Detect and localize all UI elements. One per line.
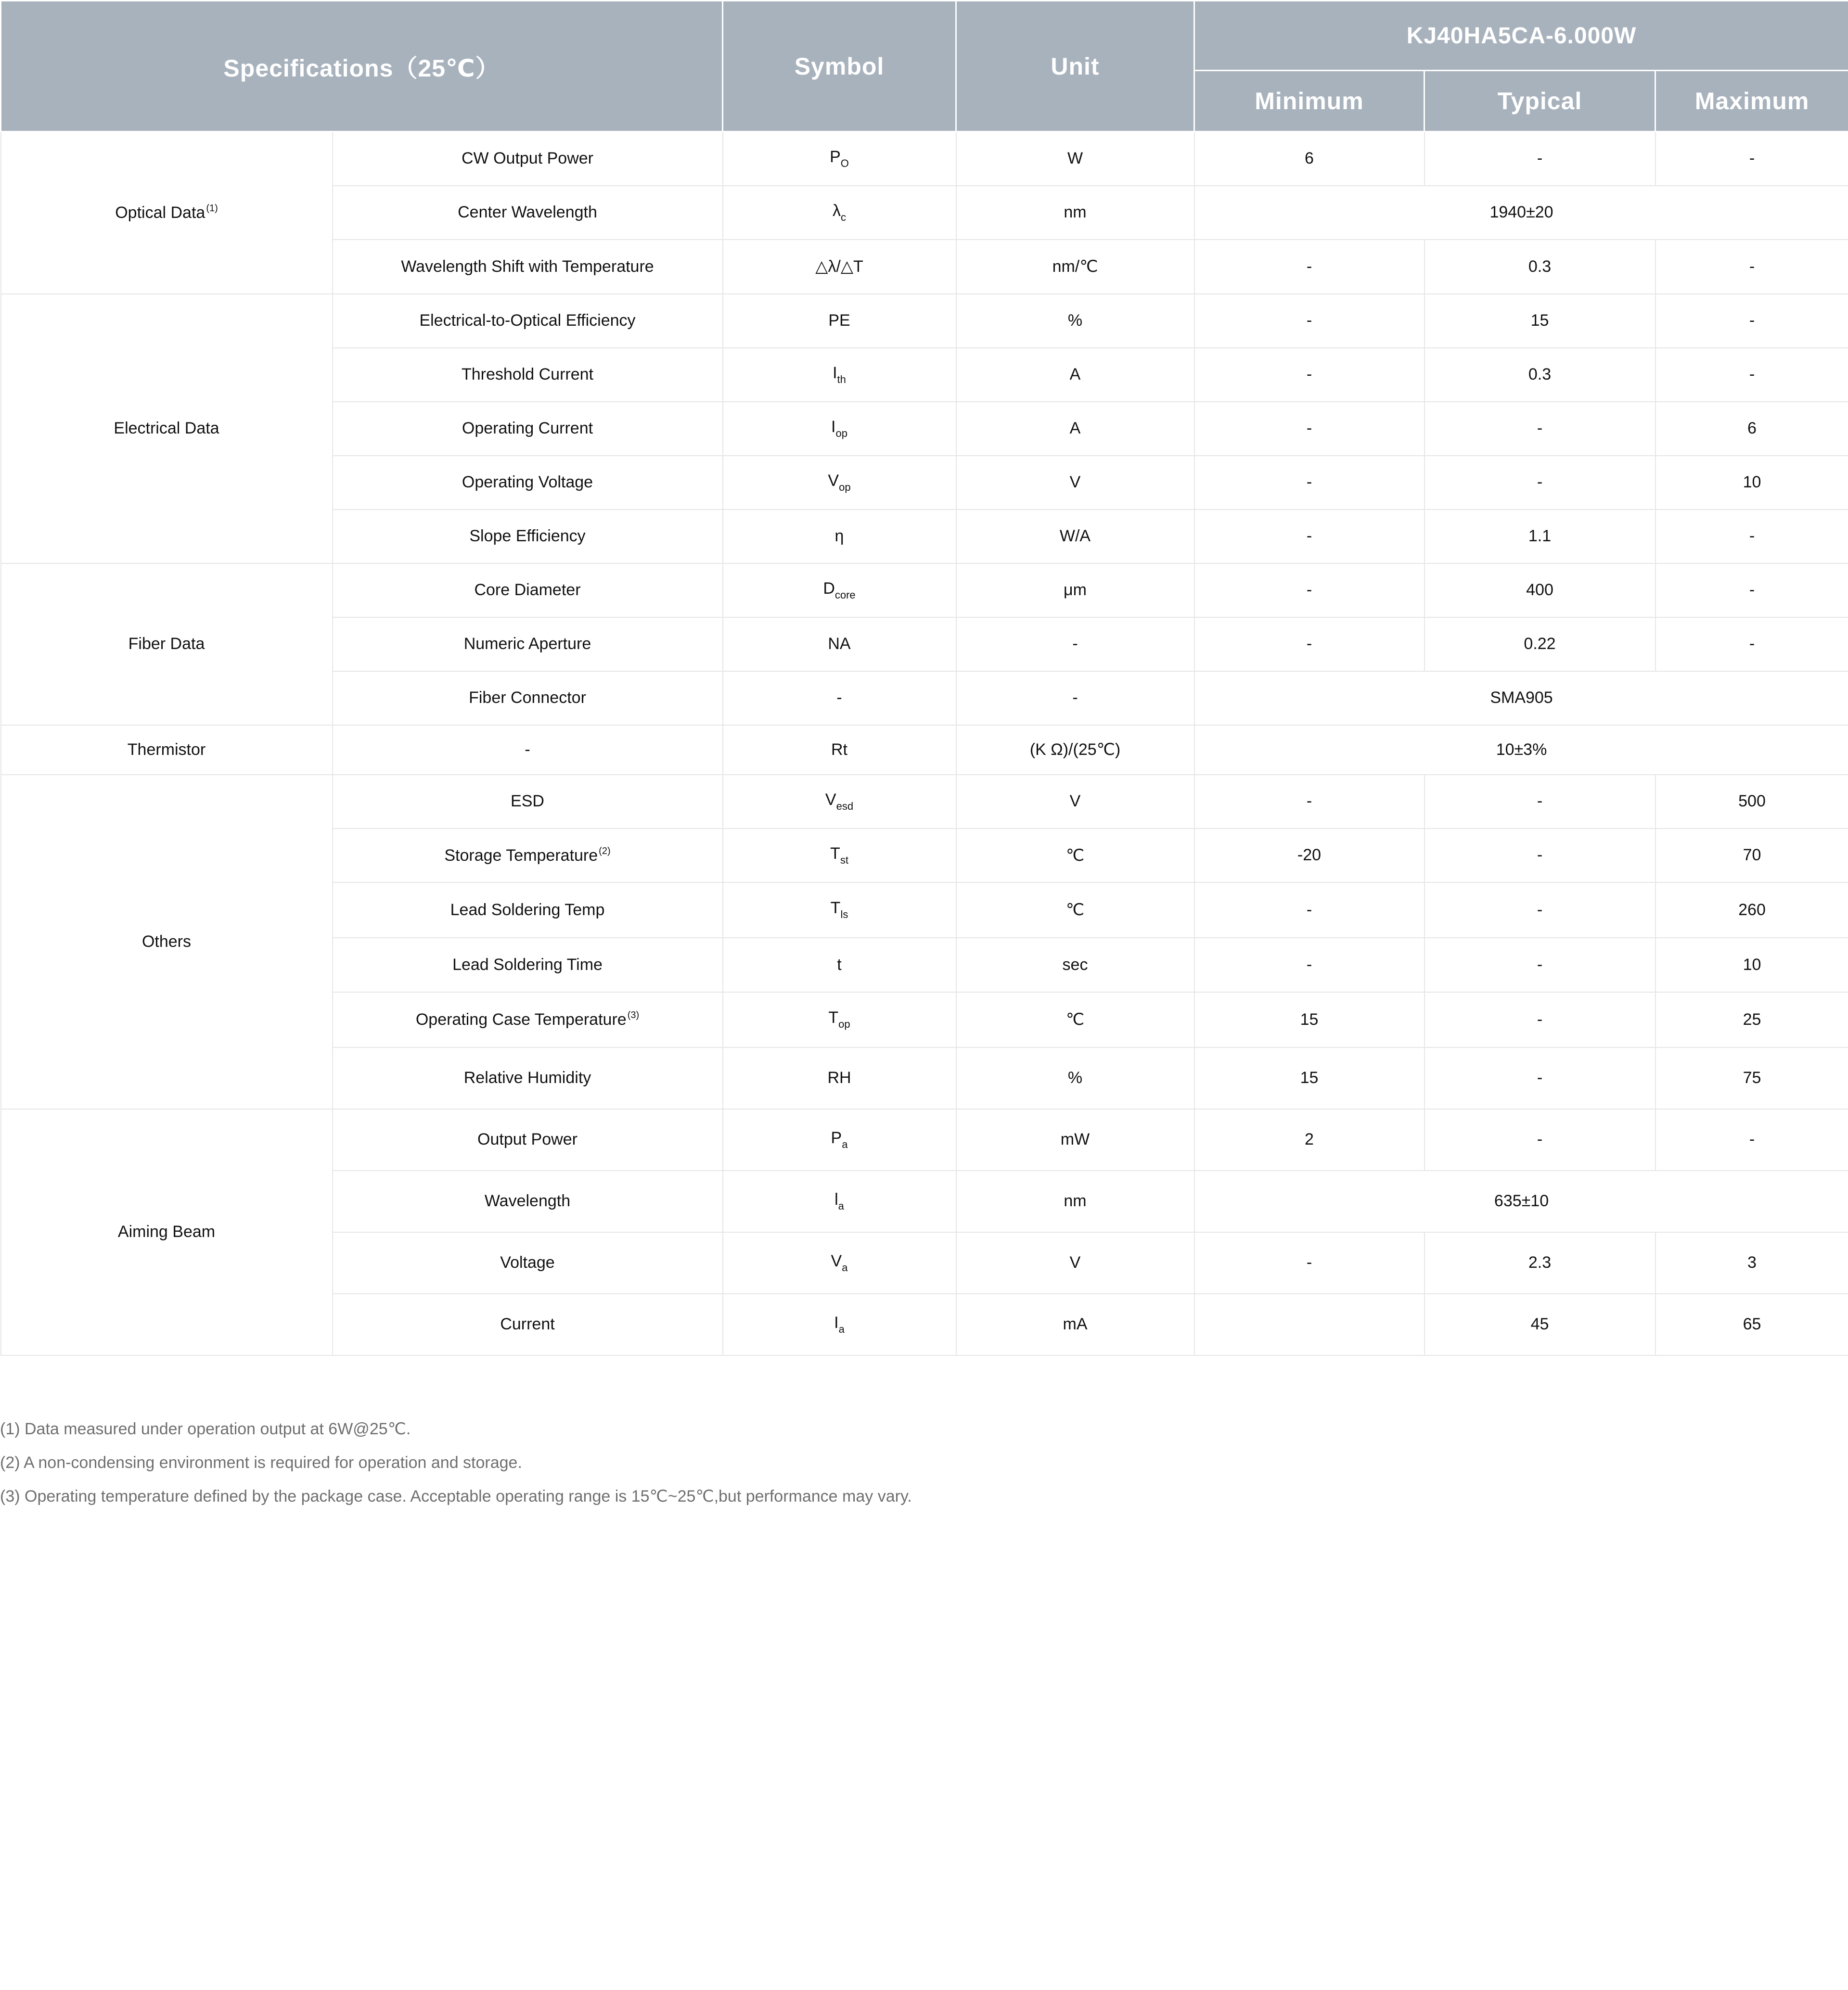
minimum-cell: - [1194, 775, 1424, 829]
symbol-subscript: O [840, 157, 849, 169]
symbol-cell [723, 510, 956, 563]
symbol-subscript: a [838, 1199, 844, 1212]
symbol-cell [723, 775, 956, 829]
maximum-cell: - [1656, 563, 1848, 617]
unit-cell: μm [956, 563, 1194, 617]
symbol-cell [723, 348, 956, 402]
symbol-subscript: op [835, 427, 847, 439]
parameter-label: Current [500, 1315, 555, 1333]
parameter-cell [333, 132, 723, 186]
maximum-cell: 6 [1656, 402, 1848, 456]
parameter-cell [333, 938, 723, 992]
parameter-cell [333, 1171, 723, 1232]
parameter-label: Numeric Aperture [463, 635, 591, 653]
symbol-subscript: a [838, 1323, 845, 1335]
parameter-label: CW Output Power [462, 149, 593, 168]
symbol-main: T [830, 844, 840, 863]
unit-cell: - [956, 617, 1194, 671]
footnote-1: (1) Data measured under operation output at 6W@25℃. [0, 1420, 411, 1438]
unit-cell: ℃ [956, 882, 1194, 938]
maximum-cell: - [1656, 348, 1848, 402]
symbol-main: t [837, 955, 842, 974]
typical-cell: 0.3 [1424, 240, 1656, 294]
symbol-cell [723, 1171, 956, 1232]
symbol-main: D [823, 579, 835, 598]
footnote-2: (2) A non-condensing environment is required for operation and storage. [0, 1454, 522, 1472]
category-cell [1, 563, 333, 725]
minimum-cell: - [1194, 882, 1424, 938]
minimum-cell: - [1194, 563, 1424, 617]
symbol-main: V [828, 471, 839, 490]
parameter-cell [333, 294, 723, 348]
typical-cell: 1.1 [1424, 510, 1656, 563]
typical-header: Typical [1424, 71, 1656, 132]
symbol-cell [723, 563, 956, 617]
symbol-cell [723, 1109, 956, 1171]
unit-header: Unit [956, 1, 1194, 132]
footnote-3: (3) Operating temperature defined by the package case. Acceptable operating range is 15℃~25℃,but performance may vary. [0, 1487, 912, 1505]
specifications-body [1, 132, 1848, 1355]
maximum-cell: 260 [1656, 882, 1848, 938]
symbol-cell [723, 132, 956, 186]
typical-cell: - [1424, 132, 1656, 186]
category-label: Others [141, 932, 192, 951]
symbol-subscript: op [838, 1018, 850, 1030]
parameter-cell [333, 240, 723, 294]
typical-cell: 0.22 [1424, 617, 1656, 671]
footnote-marker: (2) [599, 845, 611, 856]
symbol-main: V [831, 1251, 842, 1270]
symbol-cell [723, 1294, 956, 1355]
symbol-cell [723, 829, 956, 882]
unit-cell: nm [956, 186, 1194, 240]
symbol-main: P [830, 147, 841, 166]
maximum-cell: - [1656, 240, 1848, 294]
typical-cell: 45 [1424, 1294, 1656, 1355]
minimum-cell: 15 [1194, 992, 1424, 1047]
maximum-cell: - [1656, 510, 1848, 563]
symbol-subscript: ls [840, 908, 848, 920]
symbol-cell [723, 992, 956, 1047]
parameter-label: ESD [511, 792, 544, 810]
unit-cell: % [956, 1047, 1194, 1109]
parameter-cell [333, 456, 723, 510]
parameter-cell [333, 775, 723, 829]
parameter-cell [333, 402, 723, 456]
unit-cell: nm [956, 1171, 1194, 1232]
symbol-main: I [833, 363, 837, 382]
typical-cell: - [1424, 1109, 1656, 1171]
symbol-main: V [825, 790, 836, 809]
parameter-cell [333, 671, 723, 725]
maximum-cell: - [1656, 294, 1848, 348]
merged-value-cell: 1940±20 [1194, 186, 1848, 240]
parameter-label: Lead Soldering Temp [450, 900, 605, 919]
table-row [1, 132, 1848, 186]
symbol-main: RH [827, 1069, 851, 1087]
symbol-subscript: esd [836, 800, 854, 812]
symbol-cell [723, 617, 956, 671]
footnote-marker: (3) [627, 1010, 640, 1021]
unit-cell: sec [956, 938, 1194, 992]
parameter-label: Wavelength [484, 1192, 571, 1210]
unit-cell: W/A [956, 510, 1194, 563]
parameter-cell [333, 1109, 723, 1171]
category-label: Aiming Beam [117, 1223, 216, 1241]
minimum-cell: - [1194, 240, 1424, 294]
footnote-marker: (1) [206, 203, 218, 214]
unit-cell: % [956, 294, 1194, 348]
table-row [1, 775, 1848, 829]
maximum-cell: 10 [1656, 456, 1848, 510]
parameter-cell [333, 882, 723, 938]
merged-value-cell: SMA905 [1194, 671, 1848, 725]
category-label: Electrical Data [114, 419, 219, 437]
table-row [1, 1109, 1848, 1171]
typical-cell: - [1424, 775, 1656, 829]
parameter-cell [333, 186, 723, 240]
symbol-main: - [836, 689, 842, 707]
parameter-label: Fiber Connector [469, 689, 586, 707]
typical-cell: - [1424, 456, 1656, 510]
parameter-cell [333, 1232, 723, 1294]
symbol-main: T [830, 899, 841, 917]
symbol-subscript: c [841, 211, 846, 223]
parameter-label: - [525, 740, 530, 759]
parameter-cell [333, 617, 723, 671]
maximum-cell: 3 [1656, 1232, 1848, 1294]
symbol-main: I [834, 1313, 839, 1332]
typical-cell: - [1424, 1047, 1656, 1109]
category-cell [1, 775, 333, 1109]
parameter-label: Storage Temperature [444, 846, 598, 865]
minimum-header: Minimum [1194, 71, 1424, 132]
typical-cell: - [1424, 829, 1656, 882]
unit-cell: ℃ [956, 992, 1194, 1047]
table-row [1, 563, 1848, 617]
parameter-label: Electrical-to-Optical Efficiency [419, 311, 636, 330]
category-cell [1, 132, 333, 294]
symbol-main: λ [833, 201, 841, 220]
unit-cell: V [956, 1232, 1194, 1294]
symbol-cell [723, 671, 956, 725]
unit-cell: ℃ [956, 829, 1194, 882]
symbol-cell [723, 186, 956, 240]
symbol-cell [723, 294, 956, 348]
footnotes [0, 1412, 1829, 1513]
unit-cell: nm/℃ [956, 240, 1194, 294]
minimum-cell: 2 [1194, 1109, 1424, 1171]
symbol-cell [723, 882, 956, 938]
typical-cell: - [1424, 402, 1656, 456]
symbol-subscript: core [834, 588, 856, 601]
parameter-label: Slope Efficiency [469, 527, 586, 545]
minimum-cell: 6 [1194, 132, 1424, 186]
parameter-cell [333, 1294, 723, 1355]
parameter-label: Core Diameter [474, 581, 581, 599]
symbol-main: T [828, 1008, 839, 1027]
merged-value-cell: 635±10 [1194, 1171, 1848, 1232]
typical-cell: - [1424, 938, 1656, 992]
category-cell [1, 1109, 333, 1355]
minimum-cell: - [1194, 510, 1424, 563]
maximum-cell: 70 [1656, 829, 1848, 882]
parameter-cell [333, 1047, 723, 1109]
minimum-cell: -20 [1194, 829, 1424, 882]
symbol-cell [723, 456, 956, 510]
symbol-cell [723, 1047, 956, 1109]
parameter-cell [333, 510, 723, 563]
parameter-label: Output Power [477, 1130, 578, 1148]
parameter-label: Center Wavelength [458, 203, 597, 221]
category-label: Optical Data [115, 204, 205, 222]
parameter-label: Threshold Current [461, 365, 593, 383]
symbol-main: η [834, 527, 844, 545]
parameter-label: Voltage [500, 1253, 555, 1272]
unit-cell: - [956, 671, 1194, 725]
typical-cell: 400 [1424, 563, 1656, 617]
symbol-cell [723, 402, 956, 456]
symbol-subscript: op [839, 481, 851, 493]
typical-cell: 0.3 [1424, 348, 1656, 402]
symbol-main: P [831, 1128, 842, 1147]
symbol-cell [723, 1232, 956, 1294]
minimum-cell: 15 [1194, 1047, 1424, 1109]
symbol-main: I [831, 417, 836, 436]
unit-cell: A [956, 402, 1194, 456]
symbol-main: l [834, 1190, 838, 1209]
table-row [1, 725, 1848, 775]
maximum-cell: 25 [1656, 992, 1848, 1047]
symbol-subscript: th [837, 373, 846, 385]
minimum-cell: - [1194, 402, 1424, 456]
header-row-1 [1, 1, 1848, 71]
maximum-cell: 65 [1656, 1294, 1848, 1355]
symbol-cell [723, 240, 956, 294]
symbol-subscript: st [840, 854, 848, 866]
symbol-main: Rt [831, 740, 847, 759]
maximum-cell: - [1656, 617, 1848, 671]
parameter-label: Operating Current [462, 419, 593, 437]
table-row [1, 294, 1848, 348]
symbol-subscript: a [842, 1138, 848, 1150]
parameter-label: Operating Voltage [462, 473, 593, 491]
minimum-cell: - [1194, 348, 1424, 402]
symbol-main: △λ/△T [815, 257, 863, 276]
symbol-header: Symbol [723, 1, 956, 132]
category-cell [1, 294, 333, 563]
minimum-cell: - [1194, 617, 1424, 671]
parameter-cell [333, 992, 723, 1047]
parameter-cell [333, 725, 723, 775]
symbol-main: PE [828, 311, 850, 330]
maximum-cell: 10 [1656, 938, 1848, 992]
typical-cell: 2.3 [1424, 1232, 1656, 1294]
typical-cell: 15 [1424, 294, 1656, 348]
category-label: Fiber Data [128, 635, 205, 653]
symbol-cell [723, 938, 956, 992]
parameter-label: Relative Humidity [463, 1069, 591, 1087]
specifications-header: Specifications（25℃） [1, 1, 723, 132]
symbol-main: NA [828, 635, 851, 653]
merged-value-cell: 10±3% [1194, 725, 1848, 775]
parameter-label: Lead Soldering Time [452, 955, 603, 974]
unit-cell: V [956, 456, 1194, 510]
maximum-header: Maximum [1656, 71, 1848, 132]
minimum-cell: - [1194, 938, 1424, 992]
parameter-cell [333, 563, 723, 617]
unit-cell: mA [956, 1294, 1194, 1355]
maximum-cell: 500 [1656, 775, 1848, 829]
symbol-subscript: a [842, 1261, 848, 1274]
maximum-cell: - [1656, 1109, 1848, 1171]
parameter-label: Operating Case Temperature [415, 1010, 627, 1029]
category-label: Thermistor [127, 740, 206, 759]
model-header: KJ40HA5CA-6.000W [1194, 1, 1848, 71]
maximum-cell: - [1656, 132, 1848, 186]
unit-cell: A [956, 348, 1194, 402]
parameter-cell [333, 348, 723, 402]
minimum-cell: - [1194, 456, 1424, 510]
category-cell [1, 725, 333, 775]
unit-cell: W [956, 132, 1194, 186]
typical-cell: - [1424, 882, 1656, 938]
parameter-label: Wavelength Shift with Temperature [401, 257, 654, 276]
symbol-cell [723, 725, 956, 775]
parameter-cell [333, 829, 723, 882]
minimum-cell: - [1194, 294, 1424, 348]
maximum-cell: 75 [1656, 1047, 1848, 1109]
unit-cell: mW [956, 1109, 1194, 1171]
unit-cell: (K Ω)/(25℃) [956, 725, 1194, 775]
minimum-cell: - [1194, 1232, 1424, 1294]
typical-cell: - [1424, 992, 1656, 1047]
unit-cell: V [956, 775, 1194, 829]
minimum-cell [1194, 1294, 1424, 1355]
